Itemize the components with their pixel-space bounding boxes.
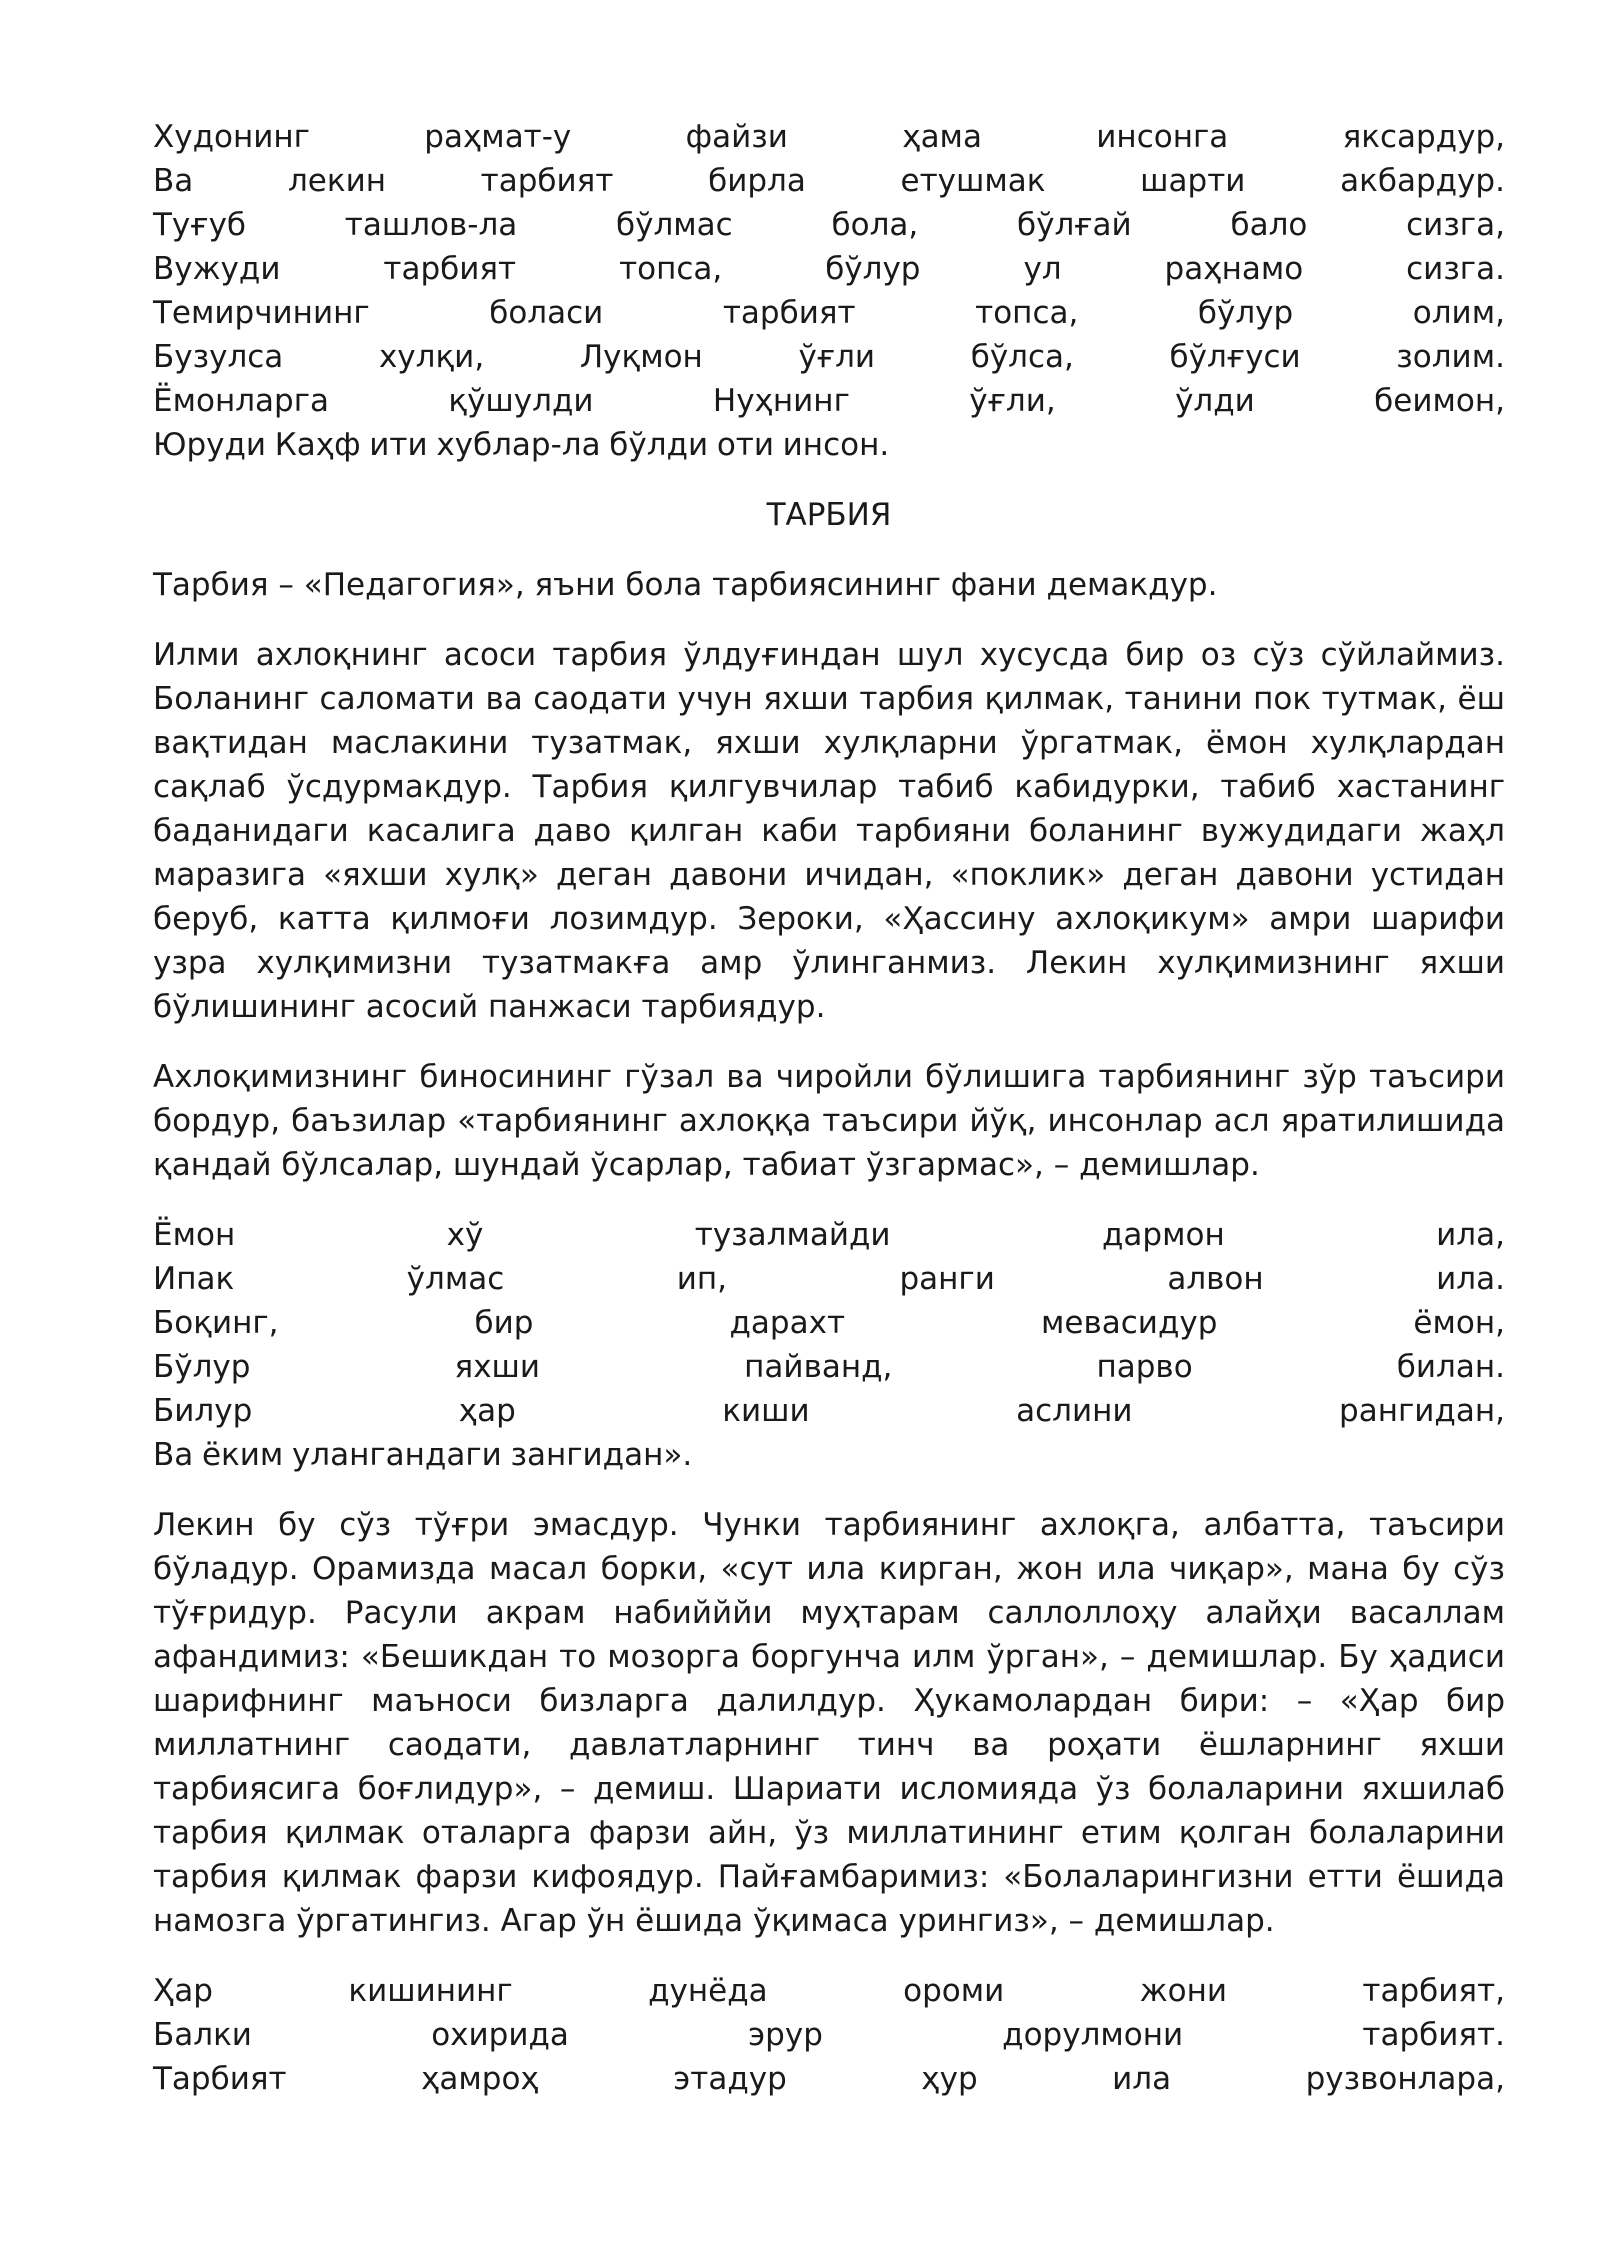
poem-word: Худонинг bbox=[153, 119, 310, 155]
poem-word: Ипак bbox=[153, 1261, 235, 1297]
poem-line bbox=[153, 115, 1505, 159]
poem-word: раҳмат-у bbox=[424, 119, 572, 155]
poem-word: парво bbox=[1096, 1349, 1193, 1385]
poem-word: Луқмон bbox=[579, 339, 703, 375]
poem-word: дармон bbox=[1102, 1217, 1225, 1253]
poem-word: ўғли bbox=[798, 339, 876, 375]
poem-word: топса, bbox=[619, 251, 723, 287]
poem-word: бўлди bbox=[609, 427, 709, 463]
poem-word: ўлмас bbox=[406, 1261, 505, 1297]
poem-word: Юруди bbox=[153, 427, 267, 463]
poem-word: хў bbox=[446, 1217, 484, 1253]
poem-word: мевасидур bbox=[1041, 1305, 1218, 1341]
poem-line bbox=[153, 1389, 1505, 1433]
poem-word: Темирчининг bbox=[153, 295, 370, 331]
poem-word: тарбият, bbox=[1362, 1973, 1505, 2009]
poem-word: бирла bbox=[708, 163, 806, 199]
poem-word: киши bbox=[722, 1393, 810, 1429]
poem-word: бўлмас bbox=[616, 207, 733, 243]
poem-word: етушмак bbox=[900, 163, 1046, 199]
poem-word: яхши bbox=[454, 1349, 541, 1385]
poem-word: Балки bbox=[153, 2017, 252, 2053]
poem-word: тарбият bbox=[383, 251, 517, 287]
poem-word: раҳнамо bbox=[1164, 251, 1304, 287]
poem-word: ўғли, bbox=[969, 383, 1056, 419]
document-page bbox=[153, 115, 1505, 2127]
poem-line bbox=[153, 2057, 1505, 2101]
poem-word: хублар-ла bbox=[436, 427, 601, 463]
poem-word: эрур bbox=[748, 2017, 823, 2053]
poem-word: ип, bbox=[676, 1261, 727, 1297]
poem-word: зангидан». bbox=[510, 1437, 693, 1473]
poem-word: Билур bbox=[153, 1393, 253, 1429]
poem-word: аслини bbox=[1016, 1393, 1133, 1429]
poem-word: ўлди bbox=[1175, 383, 1255, 419]
paragraph-ethics-basis: Илми ахлоқнинг асоси тарбия ўлдуғиндан шул хусусда бир оз сўз сўйлаймиз. Боланинг саломати ва саодати учун яхши тарбия қилмак, танини пок тутмак, ёш вақтидан маслакини тузатмак, яхши хулқларни ўргатмак, ёмон хулқлардан сақлаб ўсдурмакдур. Тарбия қилгувчилар табиб кабидурки, табиб хастанинг баданидаги касалига даво қилган каби тарбияни боланинг вужудидаги жаҳл маразига «яхши хулқ» деган давони ичидан, «поклик» деган давони устидан беруб, катта қилмоғи лозимдур. Зероки, «Ҳассину ахлоқикум» амри шарифи узра хулқимизни тузатмакға амр ўлинганмиз. Лекин хулқимизнинг яхши бўлишининг асосий панжаси тарбиядур. bbox=[153, 637, 1505, 1025]
poem-word: дорулмони bbox=[1002, 2017, 1184, 2053]
poem-word: дунёда bbox=[648, 1973, 768, 2009]
poem-word: файзи bbox=[685, 119, 788, 155]
poem-word: золим. bbox=[1396, 339, 1505, 375]
poem-word: ранги bbox=[899, 1261, 995, 1297]
poem-word: бўлур bbox=[1197, 295, 1294, 331]
poem-word: акбардур. bbox=[1340, 163, 1505, 199]
poem-word: рузвонлара, bbox=[1305, 2061, 1505, 2097]
poem-line bbox=[153, 1345, 1505, 1389]
poem-stanza-2 bbox=[153, 1213, 1505, 1477]
poem-word: ул bbox=[1023, 251, 1062, 287]
poem-line bbox=[153, 379, 1505, 423]
poem-line bbox=[153, 1257, 1505, 1301]
poem-word: ороми bbox=[903, 1973, 1005, 2009]
poem-word: Тарбият bbox=[153, 2061, 287, 2097]
poem-word: рангидан, bbox=[1339, 1393, 1505, 1429]
poem-stanza-1 bbox=[153, 115, 1505, 467]
poem-line bbox=[153, 203, 1505, 247]
poem-word: Ёмон bbox=[153, 1217, 236, 1253]
poem-word: ёким bbox=[201, 1437, 284, 1473]
poem-word: инсонга bbox=[1096, 119, 1229, 155]
poem-word: Нуҳнинг bbox=[712, 383, 850, 419]
poem-stanza-3 bbox=[153, 1969, 1505, 2101]
poem-word: Бузулса bbox=[153, 339, 284, 375]
poem-line bbox=[153, 247, 1505, 291]
poem-word: улангандаги bbox=[291, 1437, 502, 1473]
paragraph-hadith: Лекин бу сўз тўғри эмасдур. Чунки тарбиянинг ахлоқга, албатта, таъсири бўладур. Орамизда масал борки, «сут ила кирган, жон ила чиқар», мана бу сўз тўғридур. Расули акрам набийййи муҳтарам саллоллоҳу алайҳи васаллам афандимиз: «Бешикдан то мозорга боргунча илм ўрган», – демишлар. Бу ҳадиси шарифнинг маъноси бизларга далилдур. Ҳукамолардан бири: – «Ҳар бир миллатнинг саодати, давлатларнинг тинч ва роҳати ёшларнинг яхши тарбиясига боғлидур», – демиш. Шариати исломияда ўз болаларини яхшилаб тарбия қилмак оталарга фарзи айн, ўз миллатининг етим қолган болаларини тарбия қилмак фарзи кифоядур. Пайғамбаримиз: «Болаларингизни етти ёшида намозга ўргатингиз. Агар ўн ёшида ўқимаса урингиз», – демишлар. bbox=[153, 1507, 1505, 1939]
poem-word: бўлғай bbox=[1016, 207, 1132, 243]
poem-word: ҳамроҳ bbox=[421, 2061, 539, 2097]
poem-word: оти bbox=[716, 427, 774, 463]
poem-word: боласи bbox=[489, 295, 604, 331]
poem-word: тарбият bbox=[722, 295, 856, 331]
poem-word: инсон. bbox=[782, 427, 890, 463]
poem-word: Бўлур bbox=[153, 1349, 251, 1385]
poem-word: бўлса, bbox=[970, 339, 1074, 375]
poem-word: олим, bbox=[1412, 295, 1505, 331]
poem-word: дарахт bbox=[729, 1305, 846, 1341]
poem-line bbox=[153, 291, 1505, 335]
poem-word: ҳур bbox=[921, 2061, 978, 2097]
poem-word: этадур bbox=[673, 2061, 787, 2097]
paragraph-definition: Тарбия – «Педагогия», яъни бола тарбиясининг фани демакдур. bbox=[153, 567, 1218, 603]
poem-word: шарти bbox=[1140, 163, 1246, 199]
poem-line bbox=[153, 159, 1505, 203]
poem-word: тарбият. bbox=[1362, 2017, 1505, 2053]
poem-word: пайванд, bbox=[744, 1349, 893, 1385]
poem-line bbox=[153, 2013, 1505, 2057]
poem-word: Ва bbox=[153, 163, 194, 199]
poem-word: бало bbox=[1230, 207, 1308, 243]
poem-word: Ёмонларга bbox=[153, 383, 329, 419]
paragraph-influence: Ахлоқимизнинг биносининг гўзал ва чиройли бўлишига тарбиянинг зўр таъсири бордур, баъзилар «тарбиянинг ахлоққа таъсири йўқ, инсонлар асл яратилишида қандай бўлсалар, шундай ўсарлар, табиат ўзгармас», – демишлар. bbox=[153, 1059, 1505, 1183]
poem-word: беимон, bbox=[1374, 383, 1505, 419]
poem-word: бўлур bbox=[825, 251, 921, 287]
poem-word: Ҳар bbox=[153, 1973, 213, 2009]
poem-word: ила. bbox=[1436, 1261, 1505, 1297]
poem-word: бўлғуси bbox=[1169, 339, 1301, 375]
poem-word: лекин bbox=[287, 163, 386, 199]
poem-word: Ва bbox=[153, 1437, 194, 1473]
poem-word: сизга. bbox=[1406, 251, 1505, 287]
poem-word: кишининг bbox=[348, 1973, 513, 2009]
poem-line bbox=[153, 335, 1505, 379]
poem-word: ҳама bbox=[902, 119, 982, 155]
poem-word: Вужуди bbox=[153, 251, 281, 287]
poem-word: Каҳф bbox=[274, 427, 361, 463]
poem-word: тузалмайди bbox=[694, 1217, 891, 1253]
poem-word: топса, bbox=[975, 295, 1079, 331]
poem-word: қўшулди bbox=[448, 383, 594, 419]
poem-word: билан. bbox=[1396, 1349, 1505, 1385]
poem-word: охирида bbox=[431, 2017, 569, 2053]
poem-word: ёмон, bbox=[1413, 1305, 1505, 1341]
poem-word: Туғуб bbox=[153, 207, 247, 243]
poem-line bbox=[153, 1213, 1505, 1257]
poem-word: ила bbox=[1112, 2061, 1172, 2097]
poem-word: алвон bbox=[1167, 1261, 1264, 1297]
poem-word: бола, bbox=[831, 207, 919, 243]
poem-line bbox=[153, 1433, 1505, 1477]
poem-word: яксардур, bbox=[1342, 119, 1505, 155]
poem-word: ила, bbox=[1436, 1217, 1505, 1253]
poem-word: тарбият bbox=[480, 163, 614, 199]
poem-line bbox=[153, 423, 1505, 467]
poem-word: жони bbox=[1139, 1973, 1227, 2009]
poem-word: ташлов-ла bbox=[344, 207, 518, 243]
poem-line bbox=[153, 1301, 1505, 1345]
poem-word: ити bbox=[369, 427, 428, 463]
poem-word: ҳар bbox=[458, 1393, 516, 1429]
section-heading: ТАРБИЯ bbox=[766, 497, 892, 533]
poem-line bbox=[153, 1969, 1505, 2013]
poem-word: Боқинг, bbox=[153, 1305, 279, 1341]
poem-word: хулқи, bbox=[378, 339, 485, 375]
poem-word: бир bbox=[474, 1305, 534, 1341]
poem-word: сизга, bbox=[1406, 207, 1505, 243]
